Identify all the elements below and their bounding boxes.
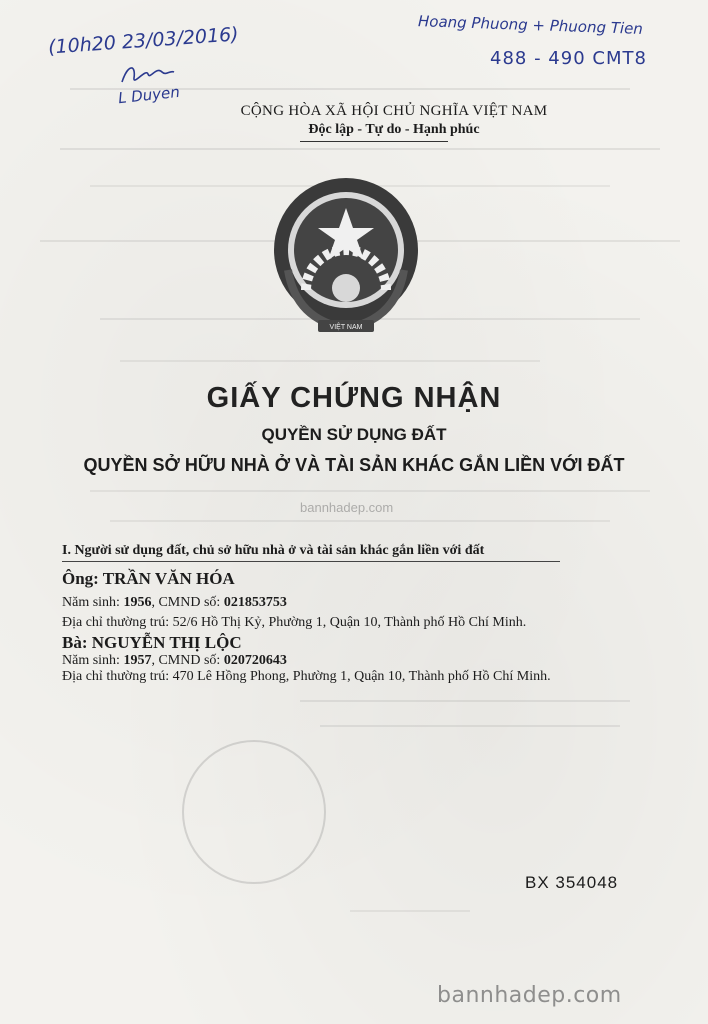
owner-birth-id [62,653,287,669]
handwritten-note-numbers: 488 - 490 CMT8 [490,48,647,69]
owner-name: Ông: TRẦN VĂN HÓA [62,569,235,588]
section-underline [62,561,560,562]
id-prefix: , CMND số: [151,595,224,610]
national-emblem-icon [266,170,426,345]
motto: Độc lập - Tự do - Hạnh phúc [308,122,480,137]
owner-name: Bà: NGUYỄN THỊ LỘC [62,633,242,652]
faint-seal-stamp [182,740,326,884]
watermark-bottom: bannhadep.com [437,983,622,1008]
birth-prefix: Năm sinh: [62,595,124,610]
birth-prefix: Năm sinh: [62,653,124,668]
handwritten-timestamp: (10h20 23/03/2016) [47,23,240,59]
motto-underline [300,141,448,142]
birth-year: 1956 [123,595,152,610]
owner-birth-id [62,595,287,611]
certificate-subtitle-house: QUYỀN SỞ HỮU NHÀ Ở VÀ TÀI SẢN KHÁC GẮN LIỀN VỚI ĐẤT [83,455,625,475]
serial-number: BX 354048 [525,873,619,892]
signature-scribble-icon [118,60,178,90]
handwritten-note-names: Hoang Phuong + Phuong Tien [417,12,644,38]
republic-heading: CỘNG HÒA XÃ HỘI CHỦ NGHĨA VIỆT NAM [240,103,548,119]
certificate-subtitle-land: QUYỀN SỬ DỤNG ĐẤT [261,425,447,444]
id-prefix: , CMND số: [151,653,224,668]
id-number: 021853753 [223,595,287,610]
birth-year: 1957 [123,653,152,668]
certificate-title: GIẤY CHỨNG NHẬN [206,382,502,414]
owner-address: Địa chỉ thường trú: 52/6 Hồ Thị Kỷ, Phường 1, Quận 10, Thành phố Hồ Chí Minh. [62,615,527,630]
section-heading: I. Người sử dụng đất, chủ sở hữu nhà ở và tài sản khác gắn liền với đất [62,543,485,558]
owner-address: Địa chỉ thường trú: 470 Lê Hồng Phong, Phường 1, Quận 10, Thành phố Hồ Chí Minh. [62,669,551,684]
handwritten-signature: L Duyen [117,82,181,108]
id-number: 020720643 [223,653,287,668]
emblem-text: VIỆT NAM [329,324,363,331]
watermark-middle: bannhadep.com [300,500,394,515]
